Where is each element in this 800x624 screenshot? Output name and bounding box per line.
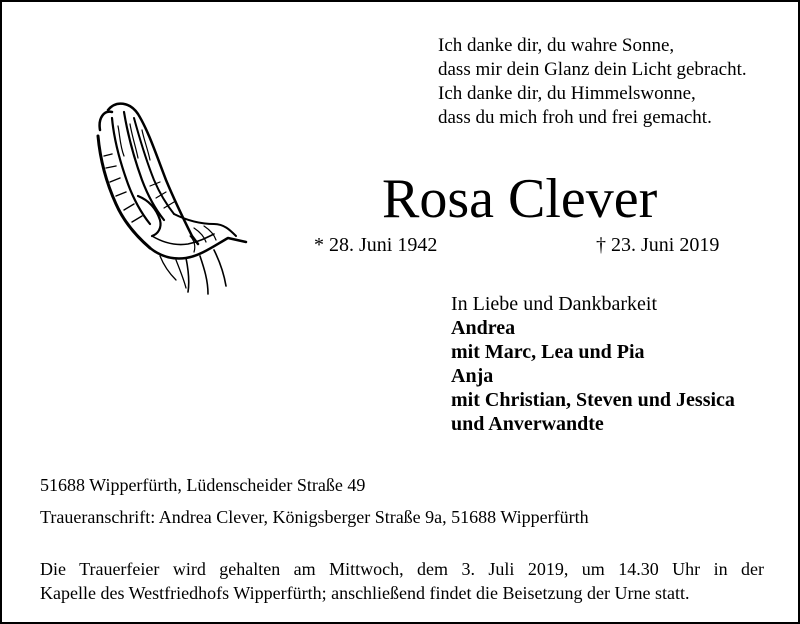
poem-line: dass mir dein Glanz dein Licht gebracht.	[438, 59, 747, 80]
ceremony-info	[40, 557, 764, 605]
death-date: † 23. Juni 2019	[596, 234, 720, 256]
mourners-intro: In Liebe und Dankbarkeit	[451, 293, 658, 315]
mourner-line: mit Marc, Lea und Pia	[451, 341, 645, 363]
mourner-line: Anja	[451, 365, 494, 387]
ceremony-line: Kapelle des Westfriedhofs Wipperfürth; anschließend findet die Beisetzung der Urne statt.	[40, 583, 690, 603]
birth-date: * 28. Juni 1942	[314, 234, 438, 256]
poem-line: Ich danke dir, du Himmelswonne,	[438, 83, 696, 104]
deceased-name: Rosa Clever	[382, 168, 658, 230]
poem	[438, 34, 747, 130]
mourning-address: Traueranschrift: Andrea Clever, Königsberger Straße 9a, 51688 Wipperfürth	[40, 507, 589, 527]
mourner-line: mit Christian, Steven und Jessica	[451, 389, 735, 411]
poem-line: dass du mich froh und frei gemacht.	[438, 107, 712, 128]
ceremony-line: Die Trauerfeier wird gehalten am Mittwoch, dem 3. Juli 2019, um 14.30 Uhr in der	[40, 559, 764, 579]
mourner-line: und Anverwandte	[451, 413, 604, 435]
poem-line: Ich danke dir, du wahre Sonne,	[438, 35, 675, 56]
mourners	[451, 292, 735, 436]
home-address: 51688 Wipperfürth, Lüdenscheider Straße 49	[40, 475, 366, 495]
mourner-line: Andrea	[451, 317, 516, 339]
praying-hands-icon	[90, 96, 250, 308]
